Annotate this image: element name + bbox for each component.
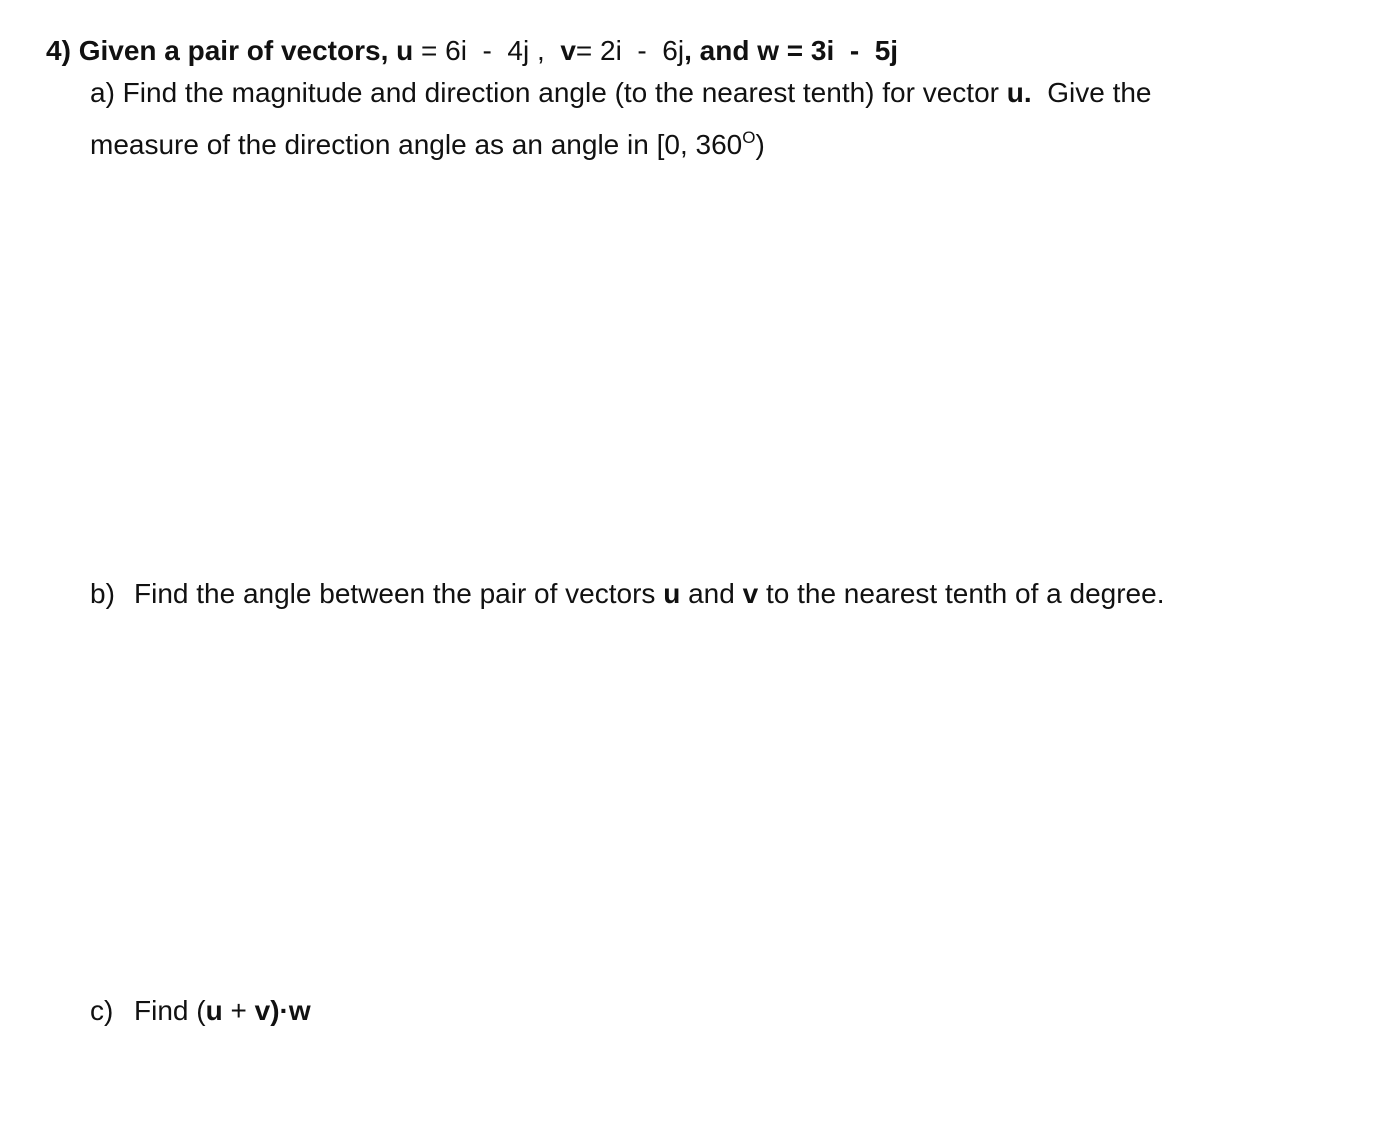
plus-sign: + [222, 995, 255, 1026]
part-a-close-paren: ) [755, 129, 765, 160]
part-b-vector-u: u [663, 578, 681, 609]
part-b-text-end: to the nearest tenth of a degree. [758, 578, 1165, 609]
part-c-vector-v: v [254, 995, 271, 1026]
part-a-question-continued [90, 121, 765, 162]
dot-operator: · [279, 995, 289, 1026]
separator: , [529, 35, 561, 66]
equals-sign: = [413, 35, 446, 66]
vector-u-label: u [396, 35, 414, 66]
part-c-vector-u: u [205, 995, 223, 1026]
part-c-label: c) [90, 995, 114, 1026]
part-b-vector-v: v [742, 578, 759, 609]
vector-v-value: 2i - 6j [600, 35, 685, 66]
problem-statement [46, 34, 898, 68]
vector-u-value: 6i - 4j [445, 35, 530, 66]
part-a-line2-text: measure of the direction angle as an angle in [0, 360 [90, 129, 743, 160]
part-a-text: a) Find the magnitude and direction angle (to the nearest tenth) for vector [90, 77, 1007, 108]
part-a-vector-u: u. [1006, 77, 1032, 108]
part-c-question [90, 994, 311, 1028]
part-a-question [90, 76, 1152, 110]
part-b-label: b) [90, 578, 115, 609]
close-paren: ) [270, 995, 280, 1026]
and-text: , and [684, 35, 750, 66]
part-b-question [90, 577, 1164, 611]
part-a-tail: Give the [1031, 77, 1152, 108]
part-b-text: Find the angle between the pair of vectors [134, 578, 664, 609]
equals-sign: = [575, 35, 601, 66]
equals-sign: = [778, 35, 811, 66]
problem-number: 4) [46, 35, 71, 66]
part-b-and: and [680, 578, 743, 609]
part-c-vector-w: w [288, 995, 311, 1026]
vector-w-value: 3i - 5j [810, 35, 899, 66]
vector-w-label: w [757, 35, 779, 66]
vector-v-label: v [560, 35, 576, 66]
problem-intro: Given a pair of vectors, [78, 35, 389, 66]
degree-superscript: O [742, 128, 756, 147]
part-c-text: Find ( [134, 995, 206, 1026]
